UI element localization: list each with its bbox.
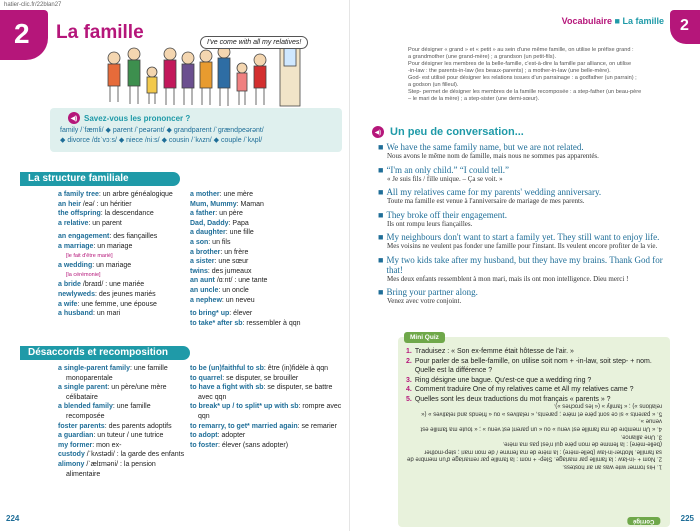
conversation-french: Mes deux enfants ressemblent à mon mari, mais ils ont mon intelligence. Dieu merci ! [387,274,629,283]
vocab-entry: the offspring: la descendance [58,210,154,218]
vocab-entry: an engagement: des fiançailles [58,233,158,241]
vocab-entry: to take* after sb: ressembler à qqn [190,319,301,327]
conversation-english: ■ “I'm an only child.” “I could tell.” [378,164,510,175]
vocab-note: [la cérémonie] [66,271,101,278]
vocab-entry: a single parent: un père/une mère célibataire [58,384,167,401]
vocab-column [58,190,186,319]
intro-line: Step- permet de désigner les membres de la famille recomposée : a step-father (un beau-père [408,89,642,95]
vocab-entry: a daughter: une fille [190,229,254,237]
unit-number-tab: 2 [670,10,700,44]
vocab-entry: to bring* up: élever [190,310,253,318]
vocab-entry: a brother: un frère [190,248,249,256]
pronunciation-line: ◆ divorce /dɪˈvɔːs/ ◆ niece /niːs/ ◆ cousin /ˈkʌzn/ ◆ couple /ˈkʌpl/ [60,137,263,144]
quiz-question: 1. Traduisez : « Son ex-femme était hôtesse de l'air. » [406,348,574,355]
mini-quiz-box [398,334,670,527]
vocab-entry: Dad, Daddy: Papa [190,219,249,227]
vocab-note: [le fait d'être marié] [66,252,113,259]
intro-line: -in-law : the parents-in-law (les beaux-parents) ; a mother-in-law (une belle-mère). [408,68,611,74]
conversation-french: Mes voisins ne veulent pas fonder une famille pour l'instant. Ils veulent encore profiter de la vie. [387,242,658,250]
conversation-french: Ils ont rompu leurs fiançailles. [387,219,473,228]
quiz-question: 2. Pour parler de sa belle-famille, on utilise soit nom + -in-law, soit step- + nom. Quelle est la différence ? [406,357,652,374]
mini-quiz-label: Mini Quiz [404,332,445,343]
vocab-entry: foster parents: des parents adoptifs [58,422,172,430]
vocab-entry: alimony /ˈælɪməni/ : la pension alimentaire [58,460,156,478]
vocab-entry: an heir /eə/ : un héritier [58,200,132,208]
vocab-entry: a father: un père [190,210,243,218]
pronunciation-heading-label: Savez-vous les prononcer ? [84,113,191,123]
vocab-entry: to quarrel: se disputer, se brouiller [190,374,299,382]
conversation-english: ■ They broke off their engagement. [378,209,507,220]
running-header: Vocabulaire ■ La famille [561,16,664,26]
intro-line: a godson (un filleul). [408,82,459,88]
section-heading-structure: La structure familiale [20,172,180,186]
conversation-heading [372,126,524,138]
quiz-question: 4. Comment traduire One of my relatives came et All my relatives came ? [406,386,634,393]
speech-bubble: I've come with all my relatives! [200,36,308,49]
quiz-question: 5. Quelles sont les deux traductions du mot français « parents » ? [406,395,611,403]
vocab-entry: twins: des jumeaux [190,267,252,275]
vocab-column [190,364,342,450]
vocab-entry: a bride /braɪd/ : une mariée [58,281,145,289]
conversation-french: « Je suis fils / fille unique. – Ça se voit. » [387,174,503,183]
vocab-entry: a guardian: un tuteur / une tutrice [58,432,164,440]
vocab-entry: to have a fight with sb: se disputer, se battre avec qqn [190,384,333,401]
vocab-entry: to foster: élever (sans adopter) [190,441,289,449]
unit-number-tab: 2 [0,10,48,60]
audio-speaker-icon[interactable]: ◀) [372,126,384,138]
answer-line: 3. Une alliance. [620,432,662,439]
answer-line: 2. Nom + -in-law : la famille par mariage. Step- + nom : la famille par remariage d'un membre de sa famille. Mother-in-law (belle-mère) : la mère de ma femme / de mon mari ; step-mother (belle-mère) : la femme de mon père qui n'est pas ma mère. [407,440,662,462]
conversation-list [378,142,678,310]
pronunciation-heading [68,112,332,124]
audio-speaker-icon[interactable]: ◀) [68,112,80,124]
vocab-entry: newlyweds: des jeunes mariés [58,290,156,298]
vocab-entry: a blended family: une famille recomposée [58,403,151,420]
corrige-label: Corrigé [627,517,660,525]
vocab-entry: my former: mon ex- [58,441,122,449]
intro-line: – le mari de la mère) ; a step-sister (une demi-sœur). [408,96,540,102]
page-title: La famille [56,22,144,43]
vocab-entry: an uncle: un oncle [190,286,249,294]
vocab-entry: Mum, Mummy: Maman [190,200,264,208]
vocab-entry: a marriage: un mariage [58,242,133,250]
vocab-entry: an aunt /ɑːnt/ : une tante [190,277,268,285]
conversation-french: Nous avons le même nom de famille, mais nous ne sommes pas apparentés. [387,152,599,160]
page-number: 224 [6,514,20,523]
vocab-entry: custody /ˈkʌstədi/ : la garde des enfants [58,451,185,459]
prefix-explanation [408,47,678,103]
conversation-french: Venez avec votre conjoint. [387,297,462,305]
running-header-topic: La famille [622,16,664,26]
vocab-entry: a relative: un parent [58,219,122,227]
intro-line: a grandmother (une grand-mère) ; a grandson (un petit-fils). [408,54,556,60]
vocab-entry: a sister: une sœur [190,258,249,266]
vocab-entry: a son: un fils [190,238,231,246]
running-header-label: Vocabulaire [561,16,613,26]
resource-url[interactable]: hatier-clic.fr/22blan27 [4,2,62,8]
intro-line: God- est utilisé pour désigner les relations issues d'un parrainage : a godfather (un parrain) ; [408,75,637,81]
intro-line: Pour désigner « grand » et « petit » au sein d'une même famille, on utilise le préfixe grand : [408,47,634,53]
answer-line: 5. « parents » si ce sont père et mère ; parents, « relatives » ou « friends and relatives » (« relations ») ; « family » (« les proches »). [421,402,662,417]
vocab-entry: a single-parent family: une famille monoparentale [58,365,168,382]
vocab-column [58,364,186,479]
vocab-entry: a family tree: un arbre généalogique [58,191,173,198]
conversation-title: Un peu de conversation... [390,126,524,138]
conversation-english: ■ We have the same family name, but we are not related. [378,142,584,152]
quiz-questions [406,347,664,404]
vocab-entry: a wife: une femme, une épouse [58,300,157,308]
conversation-english: ■ My neighbours don't want to start a family yet. They still want to enjoy life. [378,232,660,242]
vocab-column [190,190,340,328]
intro-line: Pour désigner les membres de la belle-famille, c'est-à-dire la famille par alliance, on utilise [408,61,632,67]
vocab-entry: to remarry, to get* married again: se remarier [190,422,337,430]
vocab-entry: a wedding: un mariage [58,262,132,270]
conversation-english: ■ Bring your partner along. [378,287,478,297]
vocab-entry: to be (un)faithful to sb: être (in)fidèle à qqn [190,365,329,372]
vocab-entry: a mother: une mère [190,191,254,198]
conversation-english: ■ All my relatives came for my parents' wedding anniversary. [378,187,602,197]
vocab-entry: to adopt: adopter [190,432,246,440]
pronunciation-box [50,108,342,152]
answer-line: 4. « Un membre de ma famille est venu » ou « un parent est venu » ; « toute ma famille est venue ». [420,417,662,432]
vocab-entry: a nephew: un neveu [190,296,255,304]
answer-line: 1. His former wife was an air hostess. [562,463,662,470]
vocab-entry: a husband: un mari [58,310,121,318]
pronunciation-line: family /ˈfæmli/ ◆ parent /ˈpeərənt/ ◆ grandparent /ˈgrændpeərənt/ [60,127,264,134]
page-number: 225 [680,514,694,523]
conversation-english: ■ My two kids take after my husband, but they have my brains. Thank God for that! [378,254,663,275]
quiz-answers-upside-down [406,401,662,469]
vocab-entry: to break* up / to split* up with sb: rompre avec qqn [190,403,342,420]
conversation-french: Toute ma famille est venue à l'anniversaire de mariage de mes parents. [387,197,585,205]
quiz-question: 3. Ring désigne une bague. Qu'est-ce que a wedding ring ? [406,376,592,384]
section-heading-discord: Désaccords et recomposition [20,346,190,360]
